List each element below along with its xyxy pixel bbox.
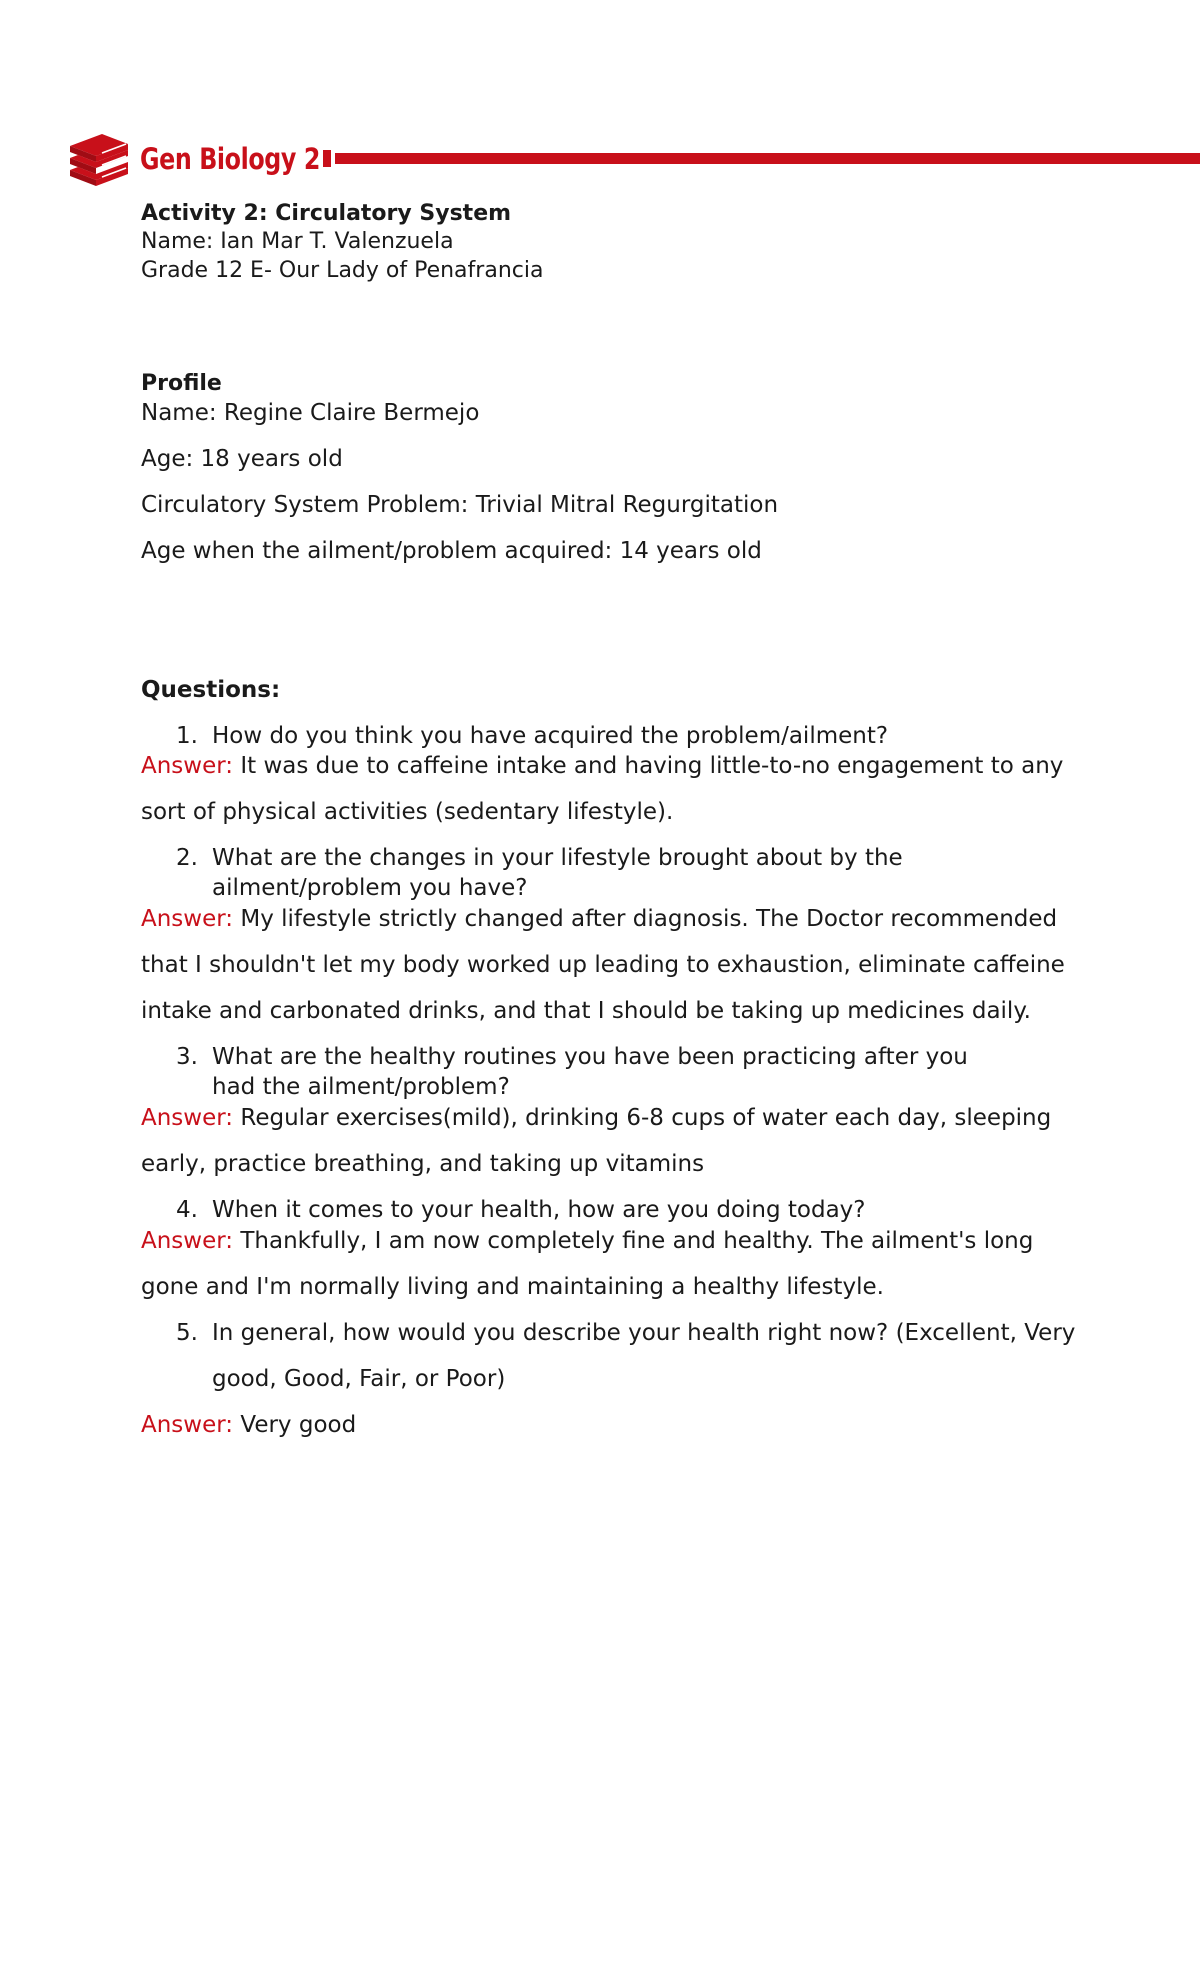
header-rule <box>335 153 1200 164</box>
profile-age: Age: 18 years old <box>141 446 343 472</box>
profile-name: Name: Regine Claire Bermejo <box>141 400 480 426</box>
answer-label: Answer: <box>141 1412 234 1438</box>
question-number: 4. <box>176 1197 198 1223</box>
grade-section: Grade 12 E- Our Lady of Penafrancia <box>141 258 544 283</box>
activity-title: Activity 2: Circulatory System <box>141 201 512 226</box>
question-text: In general, how would you describe your health right now? (Excellent, Very <box>212 1320 1076 1346</box>
question-text: How do you think you have acquired the problem/ailment? <box>212 723 889 749</box>
answer-text: It was due to caffeine intake and having little-to-no engagement to any <box>240 753 1064 779</box>
profile-problem: Circulatory System Problem: Trivial Mitral Regurgitation <box>141 492 779 518</box>
answer-label: Answer: <box>141 906 234 932</box>
question-number: 5. <box>176 1320 198 1346</box>
answer-1 <box>141 753 1063 779</box>
answer-text: Regular exercises(mild), drinking 6-8 cups of water each day, sleeping <box>240 1105 1052 1131</box>
student-name: Name: Ian Mar T. Valenzuela <box>141 229 454 254</box>
brand-title: Gen Biology 2 <box>140 142 320 176</box>
answer-4 <box>141 1228 1033 1254</box>
answer-1-cont: sort of physical activities (sedentary lifestyle). <box>141 799 674 825</box>
question-text: When it comes to your health, how are you doing today? <box>212 1197 866 1223</box>
question-number: 1. <box>176 723 198 749</box>
answer-2 <box>141 906 1057 932</box>
question-text: ailment/problem you have? <box>212 875 528 901</box>
answer-2-cont: intake and carbonated drinks, and that I should be taking up medicines daily. <box>141 998 1031 1024</box>
questions-heading: Questions: <box>141 677 281 703</box>
question-text: had the ailment/problem? <box>212 1074 510 1100</box>
answer-label: Answer: <box>141 1228 234 1254</box>
answer-label: Answer: <box>141 753 234 779</box>
answer-4-cont: gone and I'm normally living and maintaining a healthy lifestyle. <box>141 1274 884 1300</box>
question-number: 2. <box>176 845 198 871</box>
answer-label: Answer: <box>141 1105 234 1131</box>
stacked-books-icon <box>66 132 130 192</box>
question-text: What are the changes in your lifestyle brought about by the <box>212 845 903 871</box>
answer-5 <box>141 1412 356 1438</box>
question-number: 3. <box>176 1044 198 1070</box>
answer-text: Very good <box>240 1412 357 1438</box>
page-header <box>66 132 1200 192</box>
answer-text: Thankfully, I am now completely fine and healthy. The ailment's long <box>240 1228 1034 1254</box>
answer-2-cont: that I shouldn't let my body worked up leading to exhaustion, eliminate caffeine <box>141 952 1065 978</box>
profile-age-acquired: Age when the ailment/problem acquired: 14 years old <box>141 538 762 564</box>
question-text: What are the healthy routines you have been practicing after you <box>212 1044 968 1070</box>
answer-3-cont: early, practice breathing, and taking up vitamins <box>141 1151 705 1177</box>
header-rule-cap <box>323 150 331 167</box>
answer-3 <box>141 1105 1051 1131</box>
question-text: good, Good, Fair, or Poor) <box>212 1366 506 1392</box>
profile-heading: Profile <box>141 371 222 396</box>
answer-text: My lifestyle strictly changed after diagnosis. The Doctor recommended <box>240 906 1058 932</box>
